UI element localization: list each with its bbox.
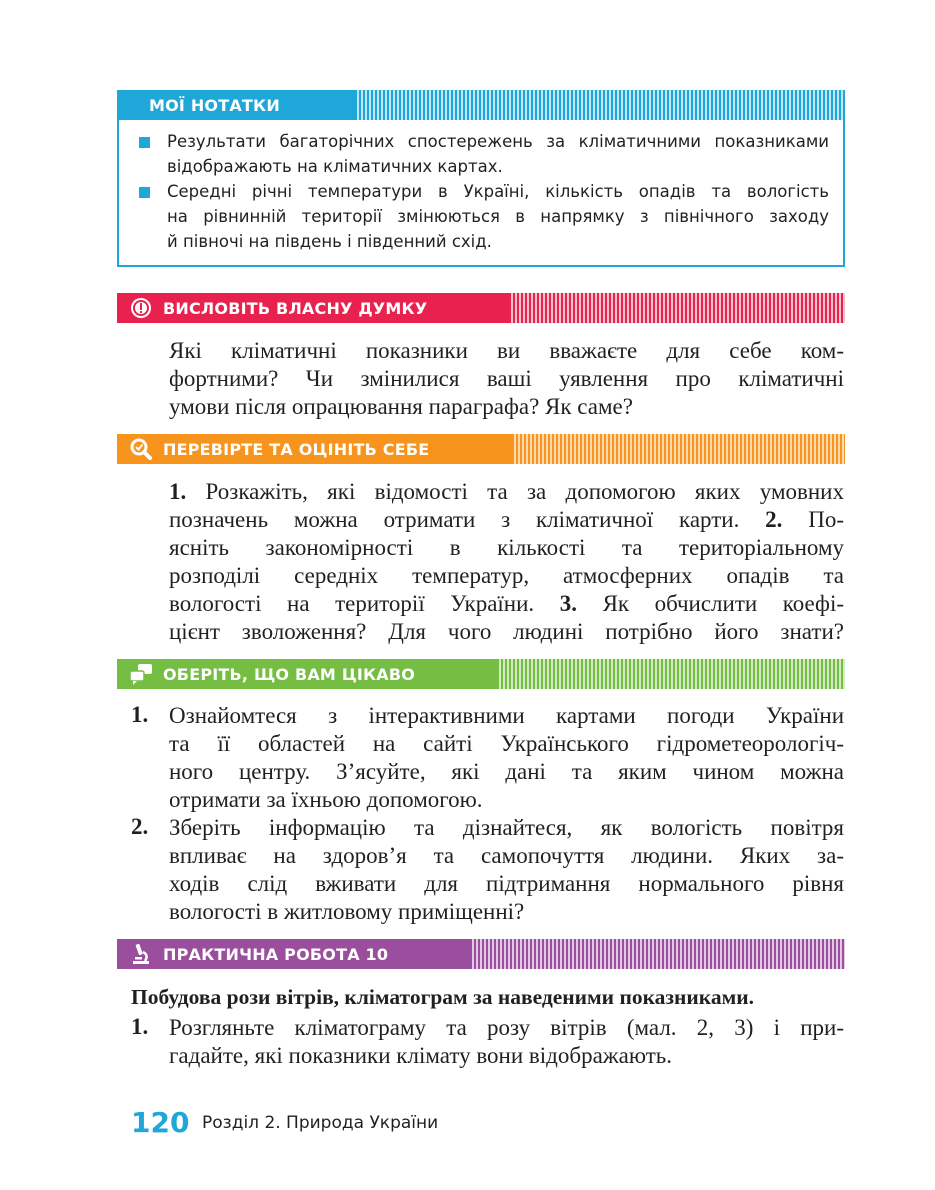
practical-header bbox=[117, 939, 845, 969]
exclamation-circle-icon bbox=[129, 296, 153, 320]
text-line: Ознайомтеся з інтерактивними картами погоди України bbox=[169, 703, 844, 728]
practical-stripes bbox=[470, 939, 845, 969]
practical-title: ПРАКТИЧНА РОБОТА 10 bbox=[163, 944, 389, 964]
text-line: вологості на території України. 3. Як обчислити коефі- bbox=[169, 591, 844, 616]
text-line: Побудова рози вітрів, кліматограм за наведеними показниками. bbox=[131, 985, 755, 1009]
note-line: й півночі на південь і південний схід. bbox=[167, 232, 492, 251]
text-line: позначень можна отримати з кліматичної карти. 2. По- bbox=[169, 507, 844, 532]
text-line: ного центру. З’ясуйте, які дані та яким чином можна bbox=[169, 759, 844, 784]
text-line: Зберіть інформацію та дізнайтеся, як вологість повітря bbox=[169, 815, 844, 840]
text-line: отримати за їхньою допомогою. bbox=[169, 787, 483, 812]
text-line: та її областей на сайті Українського гідрометеорологіч- bbox=[169, 731, 844, 756]
practical-heading bbox=[131, 983, 845, 1011]
check-title: ПЕРЕВІРТЕ ТА ОЦІНІТЬ СЕБЕ bbox=[163, 439, 430, 459]
notes-title: МОЇ НОТАТКИ bbox=[117, 90, 355, 120]
bullet-square-icon bbox=[139, 187, 150, 198]
check-stripes bbox=[512, 434, 845, 464]
text-line: цієнт зволоження? Для чого людині потрібно його знати? bbox=[169, 619, 844, 644]
choose-header bbox=[117, 659, 845, 689]
check-text bbox=[169, 478, 844, 646]
text-line: вологості в житловому приміщенні? bbox=[169, 899, 525, 924]
note-line: на рівнинній території змінюються в напрямку з північного заходу bbox=[167, 207, 829, 226]
text-line: розподілі середніх температур, атмосферних опадів та bbox=[169, 563, 844, 588]
notes-box bbox=[117, 119, 845, 267]
list-number: 1. bbox=[131, 1014, 149, 1039]
opinion-header bbox=[117, 293, 845, 323]
notes-stripes bbox=[355, 90, 845, 120]
notes-header bbox=[117, 90, 845, 120]
text-line: ходів слід вживати для підтримання нормального рівня bbox=[169, 871, 844, 896]
note-line: Результати багаторічних спостережень за кліматичними показниками bbox=[167, 132, 829, 151]
bullet-square-icon bbox=[139, 137, 150, 148]
text-line: фортними? Чи змінилися ваші уявлення про кліматичні bbox=[169, 366, 844, 391]
choose-stripes bbox=[497, 659, 845, 689]
note-line: Середні річні температури в Україні, кількість опадів та вологість bbox=[167, 182, 829, 201]
text-line: гадайте, які показники клімату вони відображають. bbox=[169, 1043, 673, 1068]
opinion-stripes bbox=[509, 293, 845, 323]
text-line: впливає на здоров’я та самопочуття людини. Яких за- bbox=[169, 843, 844, 868]
opinion-text bbox=[169, 337, 844, 421]
section-title: Розділ 2. Природа України bbox=[202, 1113, 439, 1133]
text-line: Які кліматичні показники ви вважаєте для себе ком- bbox=[169, 338, 844, 363]
list-number: 1. bbox=[131, 702, 149, 727]
note-item bbox=[139, 129, 829, 179]
choose-item-2 bbox=[169, 814, 844, 926]
text-line: Розгляньте кліматограму та розу вітрів (мал. 2, 3) і при- bbox=[169, 1015, 844, 1040]
note-item bbox=[139, 179, 829, 254]
practical-item-1 bbox=[169, 1014, 844, 1070]
text-line: умови після опрацювання параграфа? Як саме? bbox=[169, 394, 633, 419]
note-line: відображають на кліматичних картах. bbox=[167, 157, 503, 176]
list-number: 2. bbox=[131, 814, 149, 839]
microscope-icon bbox=[129, 942, 153, 966]
choose-title: ОБЕРІТЬ, ЩО ВАМ ЦІКАВО bbox=[163, 664, 416, 684]
page-number: 120 bbox=[131, 1106, 190, 1139]
opinion-title: ВИСЛОВІТЬ ВЛАСНУ ДУМКУ bbox=[163, 298, 428, 318]
text-line: 1. Розкажіть, які відомості та за допомогою яких умовних bbox=[169, 479, 844, 504]
magnifier-check-icon bbox=[129, 437, 153, 461]
choose-item-1 bbox=[169, 702, 844, 814]
check-header bbox=[117, 434, 845, 464]
text-line: ясніть закономірності в кількості та територіальному bbox=[169, 535, 844, 560]
chat-bubbles-icon bbox=[129, 662, 153, 686]
